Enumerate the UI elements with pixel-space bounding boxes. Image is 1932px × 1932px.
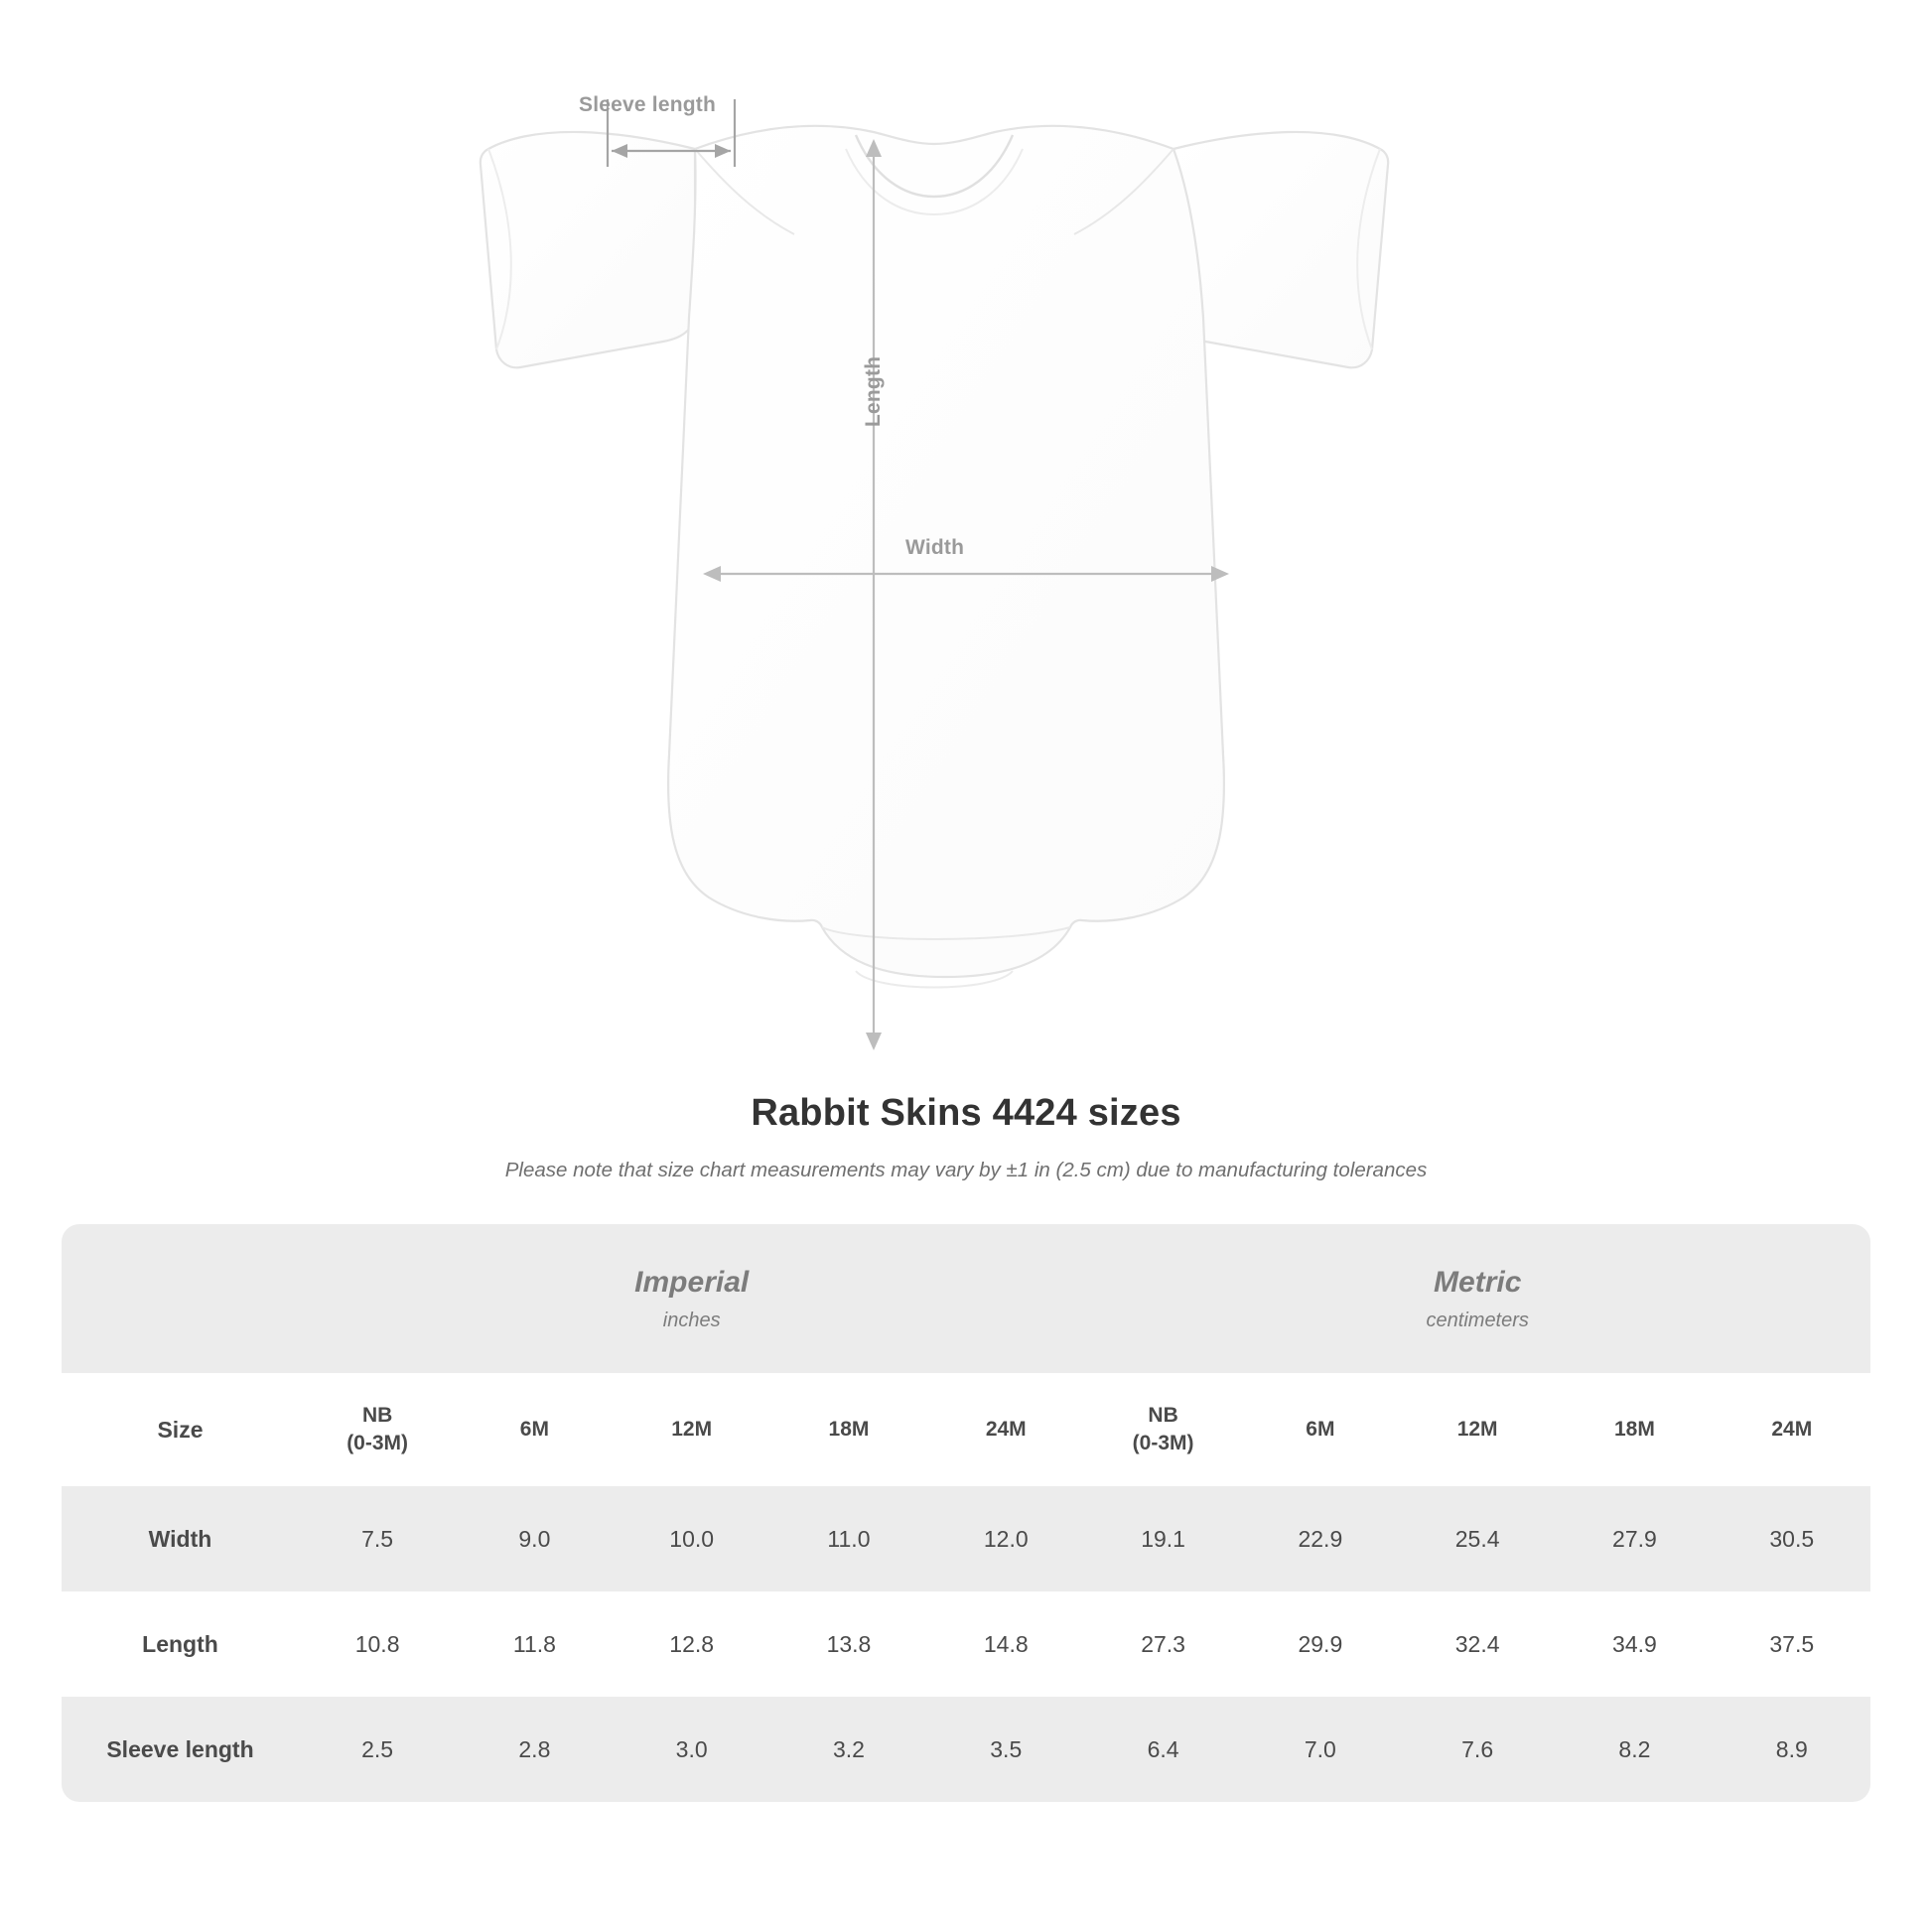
unit-group-imperial-sub: inches [662, 1309, 721, 1331]
page-title: Rabbit Skins 4424 sizes [751, 1092, 1181, 1134]
cell-sleeve-2: 3.0 [614, 1697, 770, 1802]
cell-length-6: 29.9 [1242, 1591, 1399, 1697]
header-col-0 [299, 1373, 456, 1486]
cell-length-4: 14.8 [927, 1591, 1084, 1697]
cell-length-7: 32.4 [1399, 1591, 1556, 1697]
header-size-label: Size [62, 1373, 299, 1486]
cell-width-9: 30.5 [1714, 1486, 1870, 1591]
cell-sleeve-0: 2.5 [299, 1697, 456, 1802]
unit-group-row [62, 1224, 1870, 1373]
header-col-1: 6M [456, 1373, 613, 1486]
unit-group-imperial [299, 1224, 1084, 1373]
length-label: Length [862, 355, 885, 427]
cell-length-1: 11.8 [456, 1591, 613, 1697]
row-label-width: Width [62, 1486, 299, 1591]
cell-length-8: 34.9 [1556, 1591, 1713, 1697]
table-header-row [62, 1373, 1870, 1486]
unit-spacer-cell [62, 1224, 299, 1373]
header-col-8: 18M [1556, 1373, 1713, 1486]
sleeve-length-label: Sleeve length [579, 93, 716, 116]
cell-length-3: 13.8 [770, 1591, 927, 1697]
header-col-0-main: NB [361, 1404, 393, 1427]
cell-width-3: 11.0 [770, 1486, 927, 1591]
size-table-wrapper [62, 1224, 1870, 1802]
header-col-0-sub: (0-3M) [346, 1432, 409, 1454]
table-row [62, 1697, 1870, 1802]
table-row [62, 1591, 1870, 1697]
cell-length-2: 12.8 [614, 1591, 770, 1697]
row-label-length: Length [62, 1591, 299, 1697]
cell-width-4: 12.0 [927, 1486, 1084, 1591]
header-col-5-main: NB [1148, 1404, 1178, 1427]
header-col-4: 24M [927, 1373, 1084, 1486]
cell-length-9: 37.5 [1714, 1591, 1870, 1697]
header-col-9: 24M [1714, 1373, 1870, 1486]
header-col-3: 18M [770, 1373, 927, 1486]
cell-width-8: 27.9 [1556, 1486, 1713, 1591]
cell-length-0: 10.8 [299, 1591, 456, 1697]
cell-width-2: 10.0 [614, 1486, 770, 1591]
header-col-5 [1084, 1373, 1241, 1486]
width-label: Width [905, 536, 965, 559]
cell-width-5: 19.1 [1084, 1486, 1241, 1591]
cell-sleeve-6: 7.0 [1242, 1697, 1399, 1802]
table-row [62, 1486, 1870, 1591]
cell-width-0: 7.5 [299, 1486, 456, 1591]
tolerance-note: Please note that size chart measurements may vary by ±1 in (2.5 cm) due to manufacturing tolerances [504, 1159, 1428, 1181]
header-col-6: 6M [1242, 1373, 1399, 1486]
unit-group-metric-sub: centimeters [1426, 1309, 1529, 1331]
unit-group-imperial-name: Imperial [634, 1265, 750, 1299]
row-label-sleeve-length: Sleeve length [62, 1697, 299, 1802]
cell-length-5: 27.3 [1084, 1591, 1241, 1697]
cell-width-6: 22.9 [1242, 1486, 1399, 1591]
cell-sleeve-1: 2.8 [456, 1697, 613, 1802]
cell-width-1: 9.0 [456, 1486, 613, 1591]
cell-sleeve-9: 8.9 [1714, 1697, 1870, 1802]
header-col-2: 12M [614, 1373, 770, 1486]
cell-sleeve-5: 6.4 [1084, 1697, 1241, 1802]
cell-sleeve-4: 3.5 [927, 1697, 1084, 1802]
cell-width-7: 25.4 [1399, 1486, 1556, 1591]
unit-group-metric [1084, 1224, 1870, 1373]
unit-group-metric-name: Metric [1434, 1265, 1522, 1299]
header-col-5-sub: (0-3M) [1132, 1432, 1194, 1454]
heading-block [0, 1092, 1932, 1182]
cell-sleeve-8: 8.2 [1556, 1697, 1713, 1802]
cell-sleeve-3: 3.2 [770, 1697, 927, 1802]
cell-sleeve-7: 7.6 [1399, 1697, 1556, 1802]
header-col-7: 12M [1399, 1373, 1556, 1486]
size-table [62, 1224, 1870, 1802]
